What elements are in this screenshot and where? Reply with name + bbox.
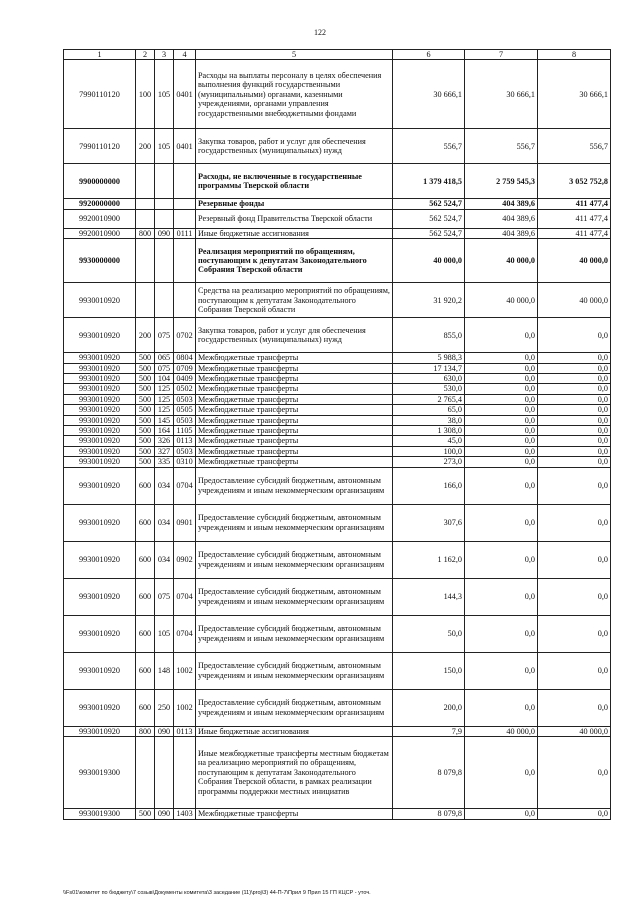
budget-code: 9930010920 (64, 394, 136, 404)
budget-code: 9930010920 (64, 652, 136, 689)
table-row (64, 615, 611, 652)
expense-type-code: 100 (136, 60, 155, 129)
table-row (64, 809, 611, 819)
budget-code: 9930010920 (64, 374, 136, 384)
item-name: Предоставление субсидий бюджетным, автономным учреждениям и иным некоммерческим организациям (196, 467, 393, 504)
amount-col7: 0,0 (465, 578, 538, 615)
expense-type-code: 500 (136, 384, 155, 394)
budget-code: 9930010920 (64, 467, 136, 504)
budget-code: 9930010920 (64, 578, 136, 615)
amount-col8: 0,0 (538, 457, 611, 467)
department-code (155, 164, 174, 199)
department-code (155, 239, 174, 283)
expense-type-code: 500 (136, 457, 155, 467)
expense-type-code (136, 199, 155, 209)
amount-col6: 144,3 (393, 578, 465, 615)
amount-col6: 2 765,4 (393, 394, 465, 404)
section-code: 0503 (174, 446, 196, 456)
amount-col8: 0,0 (538, 415, 611, 425)
column-number: 5 (196, 50, 393, 60)
column-number: 1 (64, 50, 136, 60)
expense-type-code: 500 (136, 415, 155, 425)
budget-code: 9930010920 (64, 541, 136, 578)
budget-code: 9930010920 (64, 363, 136, 373)
amount-col7: 0,0 (465, 384, 538, 394)
amount-col7: 0,0 (465, 467, 538, 504)
item-name: Иные межбюджетные трансферты местным бюджетам на реализацию мероприятий по обращениям, поступающим к депутатам Законодательного Собрания Тверской области, в рамках реализации программы поддержки местных инициатив (196, 737, 393, 809)
amount-col6: 166,0 (393, 467, 465, 504)
expense-type-code: 500 (136, 353, 155, 363)
amount-col7: 0,0 (465, 737, 538, 809)
amount-col6: 17 134,7 (393, 363, 465, 373)
amount-col8: 0,0 (538, 737, 611, 809)
amount-col8: 3 052 752,8 (538, 164, 611, 199)
table-row (64, 228, 611, 238)
item-name: Межбюджетные трансферты (196, 405, 393, 415)
amount-col7: 40 000,0 (465, 726, 538, 736)
section-code: 0704 (174, 578, 196, 615)
item-name: Иные бюджетные ассигнования (196, 228, 393, 238)
expense-type-code (136, 209, 155, 228)
amount-col8: 0,0 (538, 384, 611, 394)
amount-col8: 411 477,4 (538, 209, 611, 228)
budget-code: 9920000000 (64, 199, 136, 209)
expense-type-code: 800 (136, 228, 155, 238)
amount-col8: 0,0 (538, 652, 611, 689)
department-code: 105 (155, 615, 174, 652)
department-code (155, 283, 174, 318)
amount-col7: 0,0 (465, 426, 538, 436)
amount-col8: 0,0 (538, 394, 611, 404)
department-code: 335 (155, 457, 174, 467)
section-code (174, 239, 196, 283)
section-code (174, 283, 196, 318)
expense-type-code (136, 283, 155, 318)
section-code: 1002 (174, 689, 196, 726)
column-number: 3 (155, 50, 174, 60)
section-code: 0502 (174, 384, 196, 394)
table-row (64, 318, 611, 353)
department-code: 145 (155, 415, 174, 425)
amount-col6: 31 920,2 (393, 283, 465, 318)
section-code (174, 199, 196, 209)
section-code: 1105 (174, 426, 196, 436)
amount-col6: 562 524,7 (393, 199, 465, 209)
item-name: Реализация мероприятий по обращениям, поступающим к депутатам Законодательного Собрания Тверской области (196, 239, 393, 283)
column-number-row (64, 50, 611, 60)
amount-col6: 45,0 (393, 436, 465, 446)
section-code: 0902 (174, 541, 196, 578)
amount-col8: 0,0 (538, 353, 611, 363)
table-row (64, 436, 611, 446)
item-name: Межбюджетные трансферты (196, 415, 393, 425)
expense-type-code: 600 (136, 689, 155, 726)
budget-code: 9930010920 (64, 689, 136, 726)
item-name: Межбюджетные трансферты (196, 363, 393, 373)
table-row (64, 209, 611, 228)
amount-col7: 0,0 (465, 415, 538, 425)
amount-col7: 0,0 (465, 446, 538, 456)
expense-type-code: 600 (136, 652, 155, 689)
table-row (64, 164, 611, 199)
budget-code: 9930010920 (64, 726, 136, 736)
budget-code: 9930010920 (64, 283, 136, 318)
table-row (64, 726, 611, 736)
amount-col8: 30 666,1 (538, 60, 611, 129)
amount-col7: 0,0 (465, 652, 538, 689)
amount-col6: 200,0 (393, 689, 465, 726)
budget-code: 9930010920 (64, 318, 136, 353)
amount-col6: 556,7 (393, 129, 465, 164)
item-name: Межбюджетные трансферты (196, 426, 393, 436)
expense-type-code: 500 (136, 405, 155, 415)
section-code: 0113 (174, 436, 196, 446)
department-code: 065 (155, 353, 174, 363)
department-code: 125 (155, 384, 174, 394)
item-name: Предоставление субсидий бюджетным, автономным учреждениям и иным некоммерческим организациям (196, 615, 393, 652)
expense-type-code: 200 (136, 129, 155, 164)
table-row (64, 283, 611, 318)
budget-table (63, 49, 611, 820)
expense-type-code: 500 (136, 374, 155, 384)
budget-code: 9900000000 (64, 164, 136, 199)
amount-col7: 30 666,1 (465, 60, 538, 129)
budget-code: 7990110120 (64, 129, 136, 164)
amount-col7: 40 000,0 (465, 239, 538, 283)
item-name: Предоставление субсидий бюджетным, автономным учреждениям и иным некоммерческим организациям (196, 689, 393, 726)
amount-col7: 556,7 (465, 129, 538, 164)
department-code: 104 (155, 374, 174, 384)
amount-col8: 0,0 (538, 436, 611, 446)
budget-code: 9930010920 (64, 405, 136, 415)
amount-col6: 5 988,3 (393, 353, 465, 363)
department-code: 090 (155, 726, 174, 736)
amount-col8: 556,7 (538, 129, 611, 164)
item-name: Резервный фонд Правительства Тверской области (196, 209, 393, 228)
department-code: 075 (155, 363, 174, 373)
amount-col8: 40 000,0 (538, 239, 611, 283)
amount-col7: 2 759 545,3 (465, 164, 538, 199)
department-code: 148 (155, 652, 174, 689)
amount-col6: 50,0 (393, 615, 465, 652)
amount-col7: 0,0 (465, 541, 538, 578)
department-code: 164 (155, 426, 174, 436)
item-name: Предоставление субсидий бюджетным, автономным учреждениям и иным некоммерческим организациям (196, 504, 393, 541)
expense-type-code: 800 (136, 726, 155, 736)
section-code: 1002 (174, 652, 196, 689)
expense-type-code: 600 (136, 504, 155, 541)
amount-col8: 0,0 (538, 504, 611, 541)
budget-code: 9930010920 (64, 415, 136, 425)
department-code (155, 199, 174, 209)
amount-col8: 0,0 (538, 578, 611, 615)
table-row (64, 467, 611, 504)
expense-type-code: 500 (136, 363, 155, 373)
amount-col6: 630,0 (393, 374, 465, 384)
department-code: 034 (155, 504, 174, 541)
item-name: Резервные фонды (196, 199, 393, 209)
expense-type-code: 500 (136, 426, 155, 436)
item-name: Иные бюджетные ассигнования (196, 726, 393, 736)
department-code: 105 (155, 60, 174, 129)
amount-col8: 0,0 (538, 809, 611, 819)
expense-type-code: 500 (136, 436, 155, 446)
item-name: Межбюджетные трансферты (196, 457, 393, 467)
budget-code: 9930019300 (64, 737, 136, 809)
amount-col8: 0,0 (538, 446, 611, 456)
amount-col8: 0,0 (538, 318, 611, 353)
table-row (64, 239, 611, 283)
department-code (155, 209, 174, 228)
section-code (174, 209, 196, 228)
table-row (64, 446, 611, 456)
section-code: 0401 (174, 60, 196, 129)
amount-col7: 404 389,6 (465, 199, 538, 209)
amount-col7: 0,0 (465, 374, 538, 384)
table-row (64, 737, 611, 809)
amount-col7: 0,0 (465, 457, 538, 467)
table-row (64, 415, 611, 425)
item-name: Межбюджетные трансферты (196, 374, 393, 384)
item-name: Межбюджетные трансферты (196, 394, 393, 404)
budget-code: 7990110120 (64, 60, 136, 129)
section-code: 0702 (174, 318, 196, 353)
table-row (64, 129, 611, 164)
amount-col6: 7,9 (393, 726, 465, 736)
section-code: 0709 (174, 363, 196, 373)
item-name: Межбюджетные трансферты (196, 809, 393, 819)
budget-code: 9930010920 (64, 457, 136, 467)
table-row (64, 504, 611, 541)
section-code (174, 737, 196, 809)
budget-code: 9930010920 (64, 353, 136, 363)
amount-col7: 0,0 (465, 809, 538, 819)
expense-type-code (136, 164, 155, 199)
amount-col8: 0,0 (538, 541, 611, 578)
department-code: 250 (155, 689, 174, 726)
amount-col8: 0,0 (538, 363, 611, 373)
table-row (64, 384, 611, 394)
table-row (64, 363, 611, 373)
amount-col7: 0,0 (465, 436, 538, 446)
department-code: 075 (155, 318, 174, 353)
department-code: 105 (155, 129, 174, 164)
amount-col6: 30 666,1 (393, 60, 465, 129)
budget-code: 9930010920 (64, 446, 136, 456)
amount-col8: 40 000,0 (538, 726, 611, 736)
budget-code: 9930019300 (64, 809, 136, 819)
amount-col6: 8 079,8 (393, 809, 465, 819)
amount-col7: 404 389,6 (465, 209, 538, 228)
amount-col6: 38,0 (393, 415, 465, 425)
section-code: 0409 (174, 374, 196, 384)
amount-col6: 273,0 (393, 457, 465, 467)
section-code: 0113 (174, 726, 196, 736)
section-code: 1403 (174, 809, 196, 819)
section-code: 0505 (174, 405, 196, 415)
department-code: 075 (155, 578, 174, 615)
amount-col8: 411 477,4 (538, 228, 611, 238)
amount-col8: 0,0 (538, 405, 611, 415)
item-name: Закупка товаров, работ и услуг для обеспечения государственных (муниципальных) нужд (196, 129, 393, 164)
expense-type-code: 600 (136, 541, 155, 578)
expense-type-code (136, 737, 155, 809)
expense-type-code (136, 239, 155, 283)
amount-col6: 1 379 418,5 (393, 164, 465, 199)
table-row (64, 457, 611, 467)
table-row (64, 652, 611, 689)
department-code: 327 (155, 446, 174, 456)
department-code: 090 (155, 809, 174, 819)
amount-col6: 40 000,0 (393, 239, 465, 283)
item-name: Средства на реализацию мероприятий по обращениям, поступающим к депутатам Законодательного Собрания Тверской области (196, 283, 393, 318)
item-name: Предоставление субсидий бюджетным, автономным учреждениям и иным некоммерческим организациям (196, 652, 393, 689)
amount-col8: 0,0 (538, 615, 611, 652)
file-path-footer: \\Fs01\комитет по бюджету\7 созыв\Документы комитета\3 заседание (11)\proj\3) 44-П-7\Прил 9 Прил 15 ГП КЦСР - уточ. (63, 890, 371, 896)
column-number: 7 (465, 50, 538, 60)
section-code: 0503 (174, 394, 196, 404)
expense-type-code: 600 (136, 467, 155, 504)
item-name: Предоставление субсидий бюджетным, автономным учреждениям и иным некоммерческим организациям (196, 541, 393, 578)
amount-col8: 40 000,0 (538, 283, 611, 318)
budget-code: 9930010920 (64, 384, 136, 394)
item-name: Межбюджетные трансферты (196, 353, 393, 363)
department-code: 034 (155, 541, 174, 578)
budget-code: 9930000000 (64, 239, 136, 283)
amount-col6: 8 079,8 (393, 737, 465, 809)
item-name: Расходы, не включенные в государственные программы Тверской области (196, 164, 393, 199)
section-code: 0111 (174, 228, 196, 238)
column-number: 4 (174, 50, 196, 60)
amount-col7: 0,0 (465, 394, 538, 404)
table-row (64, 541, 611, 578)
amount-col6: 1 308,0 (393, 426, 465, 436)
table-row (64, 689, 611, 726)
amount-col6: 855,0 (393, 318, 465, 353)
page-number: 122 (314, 28, 326, 37)
amount-col6: 150,0 (393, 652, 465, 689)
budget-code: 9920010900 (64, 209, 136, 228)
item-name: Предоставление субсидий бюджетным, автономным учреждениям и иным некоммерческим организациям (196, 578, 393, 615)
budget-code: 9920010900 (64, 228, 136, 238)
amount-col6: 562 524,7 (393, 209, 465, 228)
department-code: 090 (155, 228, 174, 238)
amount-col7: 0,0 (465, 363, 538, 373)
amount-col7: 0,0 (465, 318, 538, 353)
table-row (64, 394, 611, 404)
item-name: Закупка товаров, работ и услуг для обеспечения государственных (муниципальных) нужд (196, 318, 393, 353)
amount-col6: 100,0 (393, 446, 465, 456)
department-code (155, 737, 174, 809)
expense-type-code: 200 (136, 318, 155, 353)
expense-type-code: 600 (136, 615, 155, 652)
table-row (64, 199, 611, 209)
expense-type-code: 500 (136, 394, 155, 404)
department-code: 034 (155, 467, 174, 504)
budget-code: 9930010920 (64, 426, 136, 436)
table-row (64, 353, 611, 363)
amount-col8: 0,0 (538, 374, 611, 384)
amount-col6: 530,0 (393, 384, 465, 394)
section-code (174, 164, 196, 199)
expense-type-code: 500 (136, 446, 155, 456)
section-code: 0804 (174, 353, 196, 363)
table-row (64, 405, 611, 415)
amount-col8: 0,0 (538, 689, 611, 726)
amount-col7: 0,0 (465, 504, 538, 541)
amount-col8: 0,0 (538, 426, 611, 436)
section-code: 0704 (174, 615, 196, 652)
section-code: 0901 (174, 504, 196, 541)
section-code: 0704 (174, 467, 196, 504)
amount-col7: 0,0 (465, 615, 538, 652)
amount-col6: 1 162,0 (393, 541, 465, 578)
table-row (64, 426, 611, 436)
column-number: 8 (538, 50, 611, 60)
budget-code: 9930010920 (64, 615, 136, 652)
amount-col7: 0,0 (465, 353, 538, 363)
amount-col8: 411 477,4 (538, 199, 611, 209)
department-code: 125 (155, 405, 174, 415)
item-name: Межбюджетные трансферты (196, 384, 393, 394)
amount-col6: 65,0 (393, 405, 465, 415)
amount-col7: 0,0 (465, 405, 538, 415)
amount-col7: 404 389,6 (465, 228, 538, 238)
amount-col6: 307,6 (393, 504, 465, 541)
amount-col7: 40 000,0 (465, 283, 538, 318)
budget-code: 9930010920 (64, 436, 136, 446)
item-name: Расходы на выплаты персоналу в целях обеспечения выполнения функций государственными (муниципальными) органами, казенными учреждениями, органами управления государственными внебюджетными фондами (196, 60, 393, 129)
department-code: 326 (155, 436, 174, 446)
expense-type-code: 600 (136, 578, 155, 615)
section-code: 0310 (174, 457, 196, 467)
amount-col8: 0,0 (538, 467, 611, 504)
column-number: 2 (136, 50, 155, 60)
amount-col7: 0,0 (465, 689, 538, 726)
expense-type-code: 500 (136, 809, 155, 819)
table-row (64, 374, 611, 384)
budget-code: 9930010920 (64, 504, 136, 541)
table-row (64, 578, 611, 615)
amount-col6: 562 524,7 (393, 228, 465, 238)
department-code: 125 (155, 394, 174, 404)
section-code: 0503 (174, 415, 196, 425)
table-row (64, 60, 611, 129)
item-name: Межбюджетные трансферты (196, 446, 393, 456)
column-number: 6 (393, 50, 465, 60)
section-code: 0401 (174, 129, 196, 164)
item-name: Межбюджетные трансферты (196, 436, 393, 446)
